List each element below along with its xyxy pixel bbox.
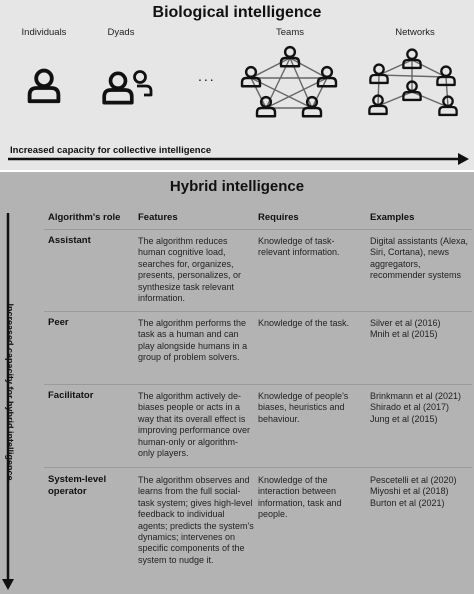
requires-peer: Knowledge of the task. [258,318,350,328]
header-divider [44,229,472,230]
role-peer: Peer [48,317,69,328]
examples-facilitator: Brinkmann et al (2021) Shirado et al (2017) Jung et al (2015) [370,391,462,424]
requires-facilitator: Knowledge of people's biases, heuristics and behaviour. [258,391,349,424]
biological-intelligence-title: Biological intelligence [152,4,322,21]
examples-assistant: Digital assistants (Alexa, Siri, Cortana), news aggregators, recommender systems [370,236,469,281]
features-peer: The algorithm performs the task as a human and can play alongside humans in a group of problem solvers. [138,318,248,363]
features-facilitator: The algorithm actively de-biases people or acts in a way that its overall effect is improving performance over human-only or algorithm-only players. [138,391,251,459]
group-label-teams: Teams [276,27,304,38]
header-examples: Examples [370,212,415,223]
row-divider [44,467,472,468]
dyad-people-icon [104,72,151,103]
role-facilitator: Facilitator [48,390,94,401]
network-graph-icon [369,50,456,115]
group-label-networks: Networks [395,27,435,38]
row-divider [44,311,472,312]
role-system-level-operator: System-level operator [48,474,107,497]
examples-peer: Silver et al (2016) Mnih et al (2015) [370,318,441,340]
requires-assistant: Knowledge of task-relevant information. [258,236,340,258]
role-assistant: Assistant [48,235,91,246]
requires-system-level-operator: Knowledge of the interaction between information, task and people. [258,475,342,520]
ellipsis: ... [198,68,216,84]
collective-intelligence-caption: Increased capacity for collective intelligence [10,145,212,156]
header-requires: Requires [258,212,299,223]
individual-person-icon [30,71,59,102]
examples-system-level-operator: Pescetelli et al (2020) Miyoshi et al (2018) Burton et al (2021) [370,475,457,508]
features-assistant: The algorithm reduces human cognitive load, searches for, organizes, presents, personalizes, or synthesize task relevant information. [138,236,242,304]
hybrid-intelligence-title: Hybrid intelligence [169,178,305,195]
hybrid-intelligence-axis-label: Increased capacity for hybrid intelligence [5,303,15,481]
group-label-dyads: Dyads [107,27,135,38]
header-features: Features [138,212,178,223]
header-algorithm-role: Algorithm's role [48,212,121,223]
features-system-level-operator: The algorithm observes and learns from the full social-task system; gives high-level feedback to individual agents; predicts the system's dynamics; intervenes on specific components of the system to nudge it. [138,475,254,565]
horizontal-arrow-icon [8,153,470,165]
row-divider [44,384,472,385]
group-icons [0,0,474,140]
team-network-icon [242,47,336,116]
group-label-individuals: Individuals [21,27,67,38]
